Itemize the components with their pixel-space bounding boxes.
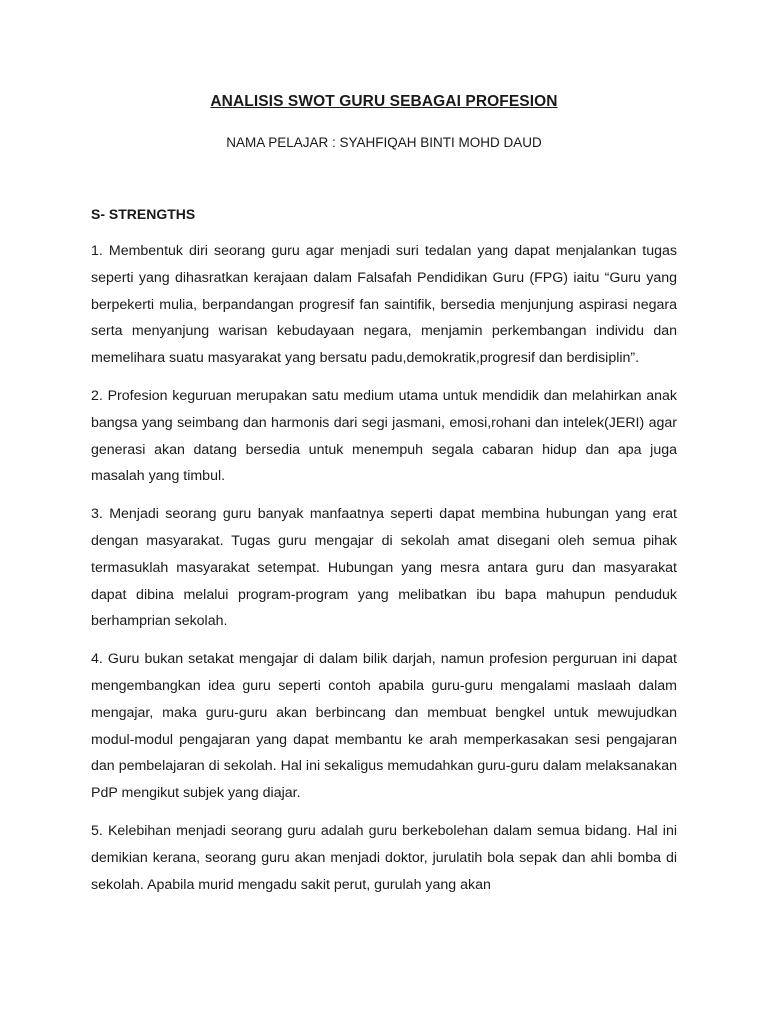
paragraph-3: 3. Menjadi seorang guru banyak manfaatnya seperti dapat membina hubungan yang erat dengan masyarakat. Tugas guru mengajar di sekolah amat disegani oleh semua pihak termasuklah masyarakat setempat. Hubungan yang mesra antara guru dan masyarakat dapat dibina melalui program-program yang melibatkan ibu bapa mahupun penduduk berhamprian sekolah. — [91, 506, 677, 630]
paragraph-2: 2. Profesion keguruan merupakan satu medium utama untuk mendidik dan melahirkan anak bangsa yang seimbang dan harmonis dari segi jasmani, emosi,rohani dan intelek(JERI) agar generasi akan datang bersedia untuk menempuh segala cabaran hidup dan apa juga masalah yang timbul. — [91, 387, 677, 485]
document-body — [91, 238, 677, 909]
paragraph-5: 5. Kelebihan menjadi seorang guru adalah guru berkebolehan dalam semua bidang. Hal ini demikian kerana, seorang guru akan menjadi doktor, jurulatih bola sepak dan ahli bomba di sekolah. Apabila murid mengadu sakit perut, gurulah yang akan — [91, 822, 677, 893]
paragraph-4: 4. Guru bukan setakat mengajar di dalam bilik darjah, namun profesion perguruan ini dapat mengembangkan idea guru seperti contoh apabila guru-guru mengalami maslaah dalam mengajar, maka guru-guru akan berbincang dan membuat bengkel untuk mewujudkan modul-modul pengajaran yang dapat membantu ke arah memperkasakan sesi pengajaran dan pembelajaran di sekolah. Hal ini sekaligus memudahkan guru-guru dalam melaksanakan PdP mengikut subjek yang diajar. — [91, 651, 677, 802]
section-heading-strengths: S- STRENGTHS — [91, 206, 196, 222]
student-name-line: NAMA PELAJAR : SYAHFIQAH BINTI MOHD DAUD — [226, 135, 542, 150]
paragraph-1: 1. Membentuk diri seorang guru agar menjadi suri tedalan yang dapat menjalankan tugas seperti yang dihasratkan kerajaan dalam Falsafah Pendidikan Guru (FPG) iaitu “Guru yang berpekerti mulia, berpandangan progresif fan saintifik, bersedia menjunjung aspirasi negara serta menyanjung warisan kebudayaan negara, menjamin perkembangan individu dan memelihara suatu masyarakat yang bersatu padu,demokratik,progresif dan berdisiplin”. — [91, 243, 677, 367]
document-title: ANALISIS SWOT GURU SEBAGAI PROFESION — [210, 93, 558, 110]
